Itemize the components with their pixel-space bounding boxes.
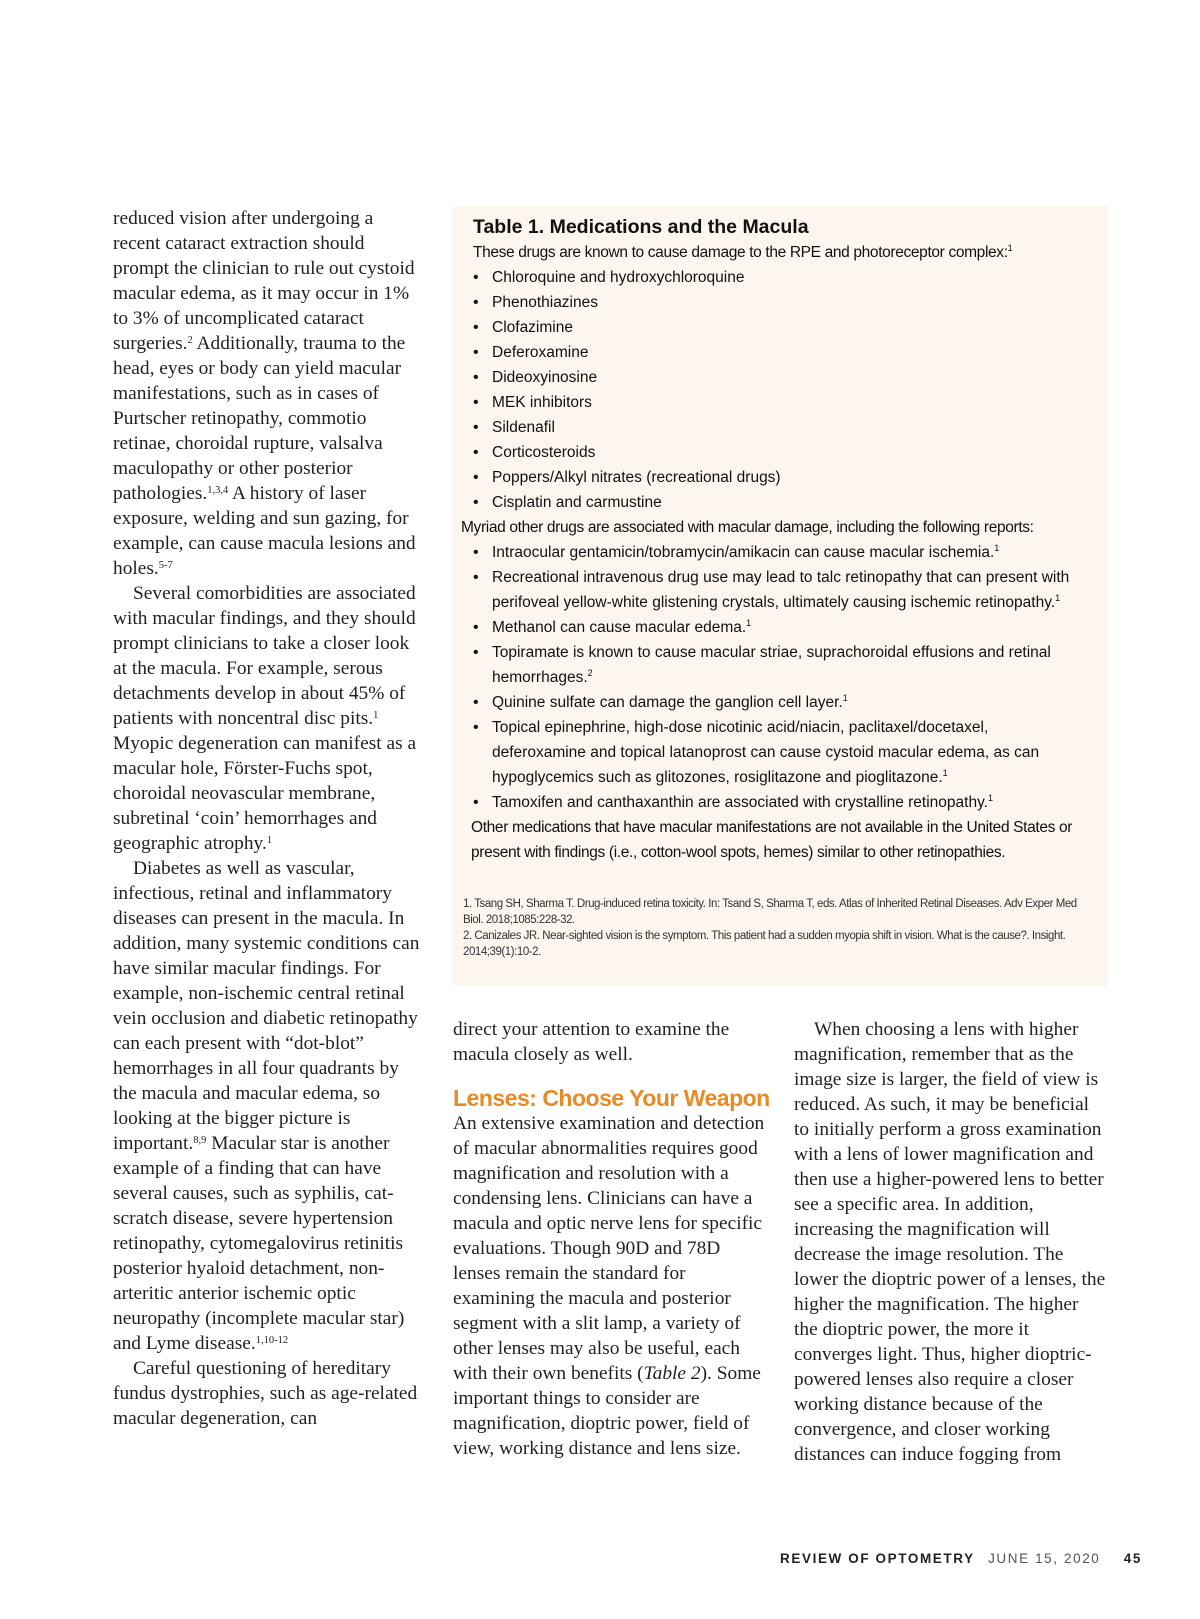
table-references [463, 896, 1083, 960]
list-item: • Intraocular gentamicin/tobramycin/amikacin can cause macular ischemia.$^1$ [492, 540, 1072, 565]
table-intro-2: Myriad other drugs are associated with macular damage, including the following reports: [461, 519, 1034, 536]
list-item: • Corticosteroids [492, 440, 595, 465]
medications-table-box [453, 206, 1108, 986]
body-paragraph: An extensive examination and detection of macular abnormalities requires good magnification and resolution with a condensing lens. Clinicians can have a macula and optic nerve lens for specific evaluations. Though 90D and 78D lenses remain the standard for examining the macula and posterior segment with a slit lamp, a variety of other lenses may also be useful, each with their own benefits (Table 2). Some important things to consider are magnification, dioptric power, field of view, working distance and lens size. [453, 1113, 765, 1459]
page-number: 45 [1123, 1551, 1142, 1566]
list-item: • Phenothiazines [492, 290, 598, 315]
left-column [113, 206, 421, 1431]
list-item: • Cisplatin and carmustine [492, 490, 662, 515]
list-item: • Methanol can cause macular edema.$^1$ [492, 615, 1072, 640]
publication-name: REVIEW OF OPTOMETRY [780, 1551, 975, 1566]
list-item: • MEK inhibitors [492, 390, 592, 415]
table-intro: These drugs are known to cause damage to the RPE and photoreceptor complex:$^1$ [473, 243, 1013, 261]
issue-date: JUNE 15, 2020 [988, 1551, 1101, 1566]
middle-column [453, 1017, 771, 1461]
list-item: • Dideoxyinosine [492, 365, 597, 390]
body-paragraph: direct your attention to examine the macula closely as well. [453, 1019, 730, 1065]
list-item: • Poppers/Alkyl nitrates (recreational drugs) [492, 465, 781, 490]
list-item: • Quinine sulfate can damage the ganglion cell layer.$^1$ [492, 690, 1072, 715]
list-item: • Tamoxifen and canthaxanthin are associated with crystalline retinopathy.$^1$ [492, 790, 1072, 815]
page-footer [780, 1551, 1142, 1566]
section-heading: Lenses: Choose Your Weapon [453, 1085, 770, 1111]
list-item: • Sildenafil [492, 415, 555, 440]
reference-item: 2. Canizales JR. Near-sighted vision is the symptom. This patient had a sudden myopia shift in vision. What is the cause?. Insight. 2014;39(1):10-2. [463, 930, 1066, 958]
table-title: Table 1. Medications and the Macula [473, 216, 809, 238]
table-closing-note: Other medications that have macular manifestations are not available in the United States or present with findings (i.e., cotton-wool spots, hemes) similar to other retinopathies. [471, 819, 1073, 862]
body-paragraph: Several comorbidities are associated with macular findings, and they should prompt clinicians to take a closer look at the macula. For example, serous detachments develop in about 45% of patients with noncentral disc pits.$^1$ Myopic degeneration can manifest as a macular hole, Förster-Fuchs spot, choroidal neovascular membrane, subretinal ‘coin’ hemorrhages and geographic atrophy.$^1$ [113, 583, 417, 854]
body-paragraph: reduced vision after undergoing a recent cataract extraction should prompt the clinician to rule out cystoid macular edema, as it may occur in 1% to 3% of uncomplicated cataract surgeries.$^2$ Additionally, trauma to the head, eyes or body can yield macular manifestations, such as in cases of Purtscher retinopathy, commotio retinae, choroidal rupture, valsalva maculopathy or other posterior pathologies.$^{1,3,4}$ A history of laser exposure, welding and sun gazing, for example, can cause macula lesions and holes.$^{5-7}$ [113, 208, 416, 579]
body-paragraph: When choosing a lens with higher magnification, remember that as the image size is larger, the field of view is reduced. As such, it may be beneficial to initially perform a gross examination with a lens of lower magnification and then use a higher-powered lens to better see a specific area. In addition, increasing the magnification will decrease the image resolution. The lower the dioptric power of a lenses, the higher the magnification. The higher the dioptric power, the more it converges light. Thus, higher dioptric-powered lenses also require a closer working distance because of the convergence, and closer working distances can induce fogging from [794, 1019, 1106, 1465]
body-paragraph: Careful questioning of hereditary fundus dystrophies, such as age-related macular degeneration, can [113, 1358, 418, 1429]
list-item: • Topiramate is known to cause macular striae, suprachoroidal effusions and retinal hemorrhages.$^2$ [492, 640, 1057, 690]
right-column [794, 1017, 1106, 1467]
body-paragraph: Diabetes as well as vascular, infectious, retinal and inflammatory diseases can present in the macula. In addition, many systemic conditions can have similar macular findings. For example, non-ischemic central retinal vein occlusion and diabetic retinopathy can each present with “dot-blot” hemorrhages in all four quadrants by the macula and macular edema, so looking at the bigger picture is important.$^{8,9}$ Macular star is another example of a finding that can have several causes, such as syphilis, cat-scratch disease, severe hypertension retinopathy, cytomegalovirus retinitis posterior hyaloid detachment, non-arteritic anterior ischemic optic neuropathy (incomplete macular star) and Lyme disease.$^{1,10-12}$ [113, 858, 420, 1354]
list-item: • Recreational intravenous drug use may lead to talc retinopathy that can present with perifoveal yellow-white glistening crystals, ultimately causing ischemic retinopathy.$^1$ [492, 565, 1070, 615]
list-item: • Chloroquine and hydroxychloroquine [492, 265, 744, 290]
list-item: • Topical epinephrine, high-dose nicotinic acid/niacin, paclitaxel/docetaxel, deferoxamine and topical latanoprost can cause cystoid macular edema, as can hypoglycemics such as glitozones, rosiglitazone and pioglitazone.$^1$ [492, 715, 1072, 791]
table-reference: Table 2 [643, 1363, 701, 1384]
reference-item: 1. Tsang SH, Sharma T. Drug-induced retina toxicity. In: Tsand S, Sharma T, eds. Atlas of Inherited Retinal Diseases. Adv Exper Med Biol. 2018;1085:228-32. [463, 898, 1077, 926]
list-item: • Clofazimine [492, 315, 573, 340]
list-item: • Deferoxamine [492, 340, 589, 365]
